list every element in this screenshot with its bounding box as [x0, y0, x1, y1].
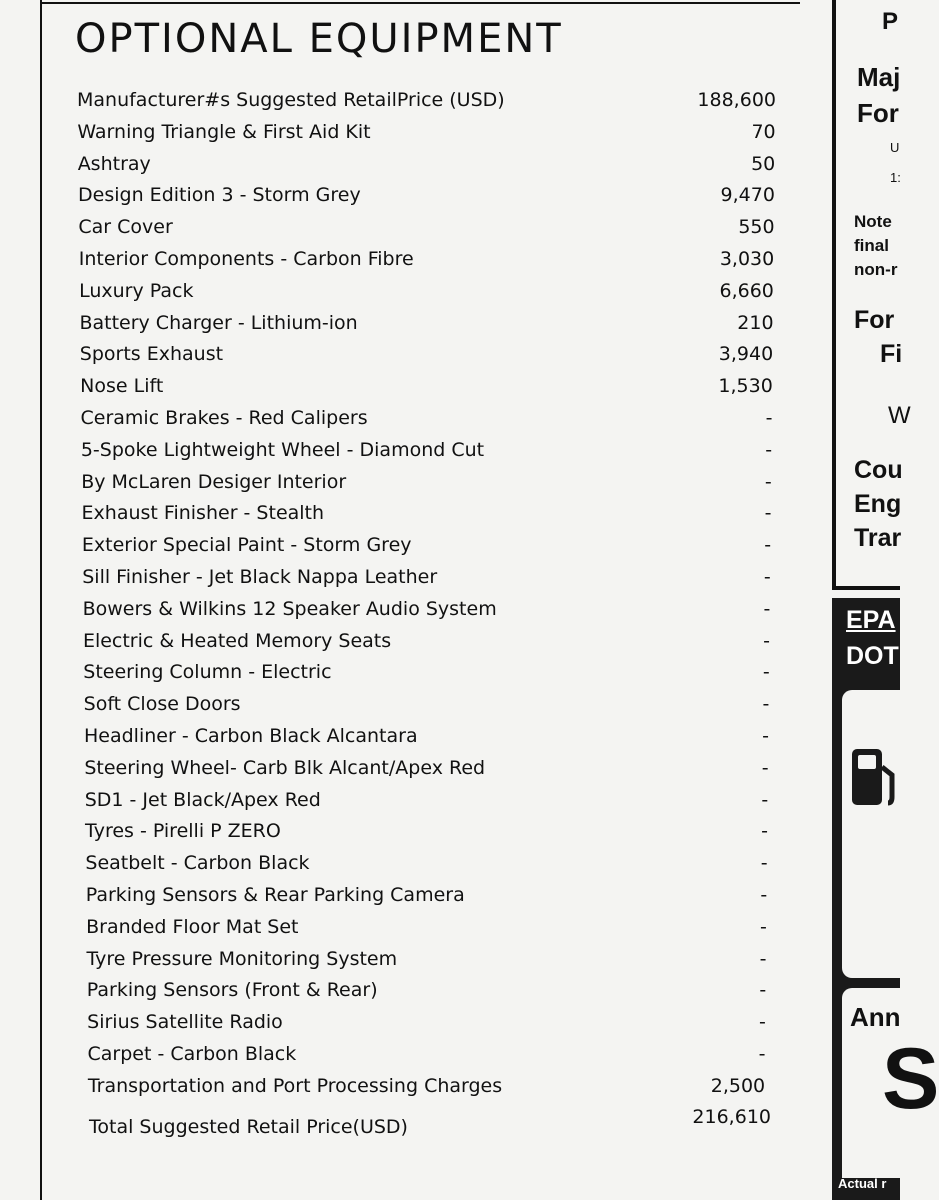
- item-label: By McLaren Desiger Interior: [81, 470, 347, 493]
- item-price: 6,660: [719, 279, 774, 302]
- item-label: Total Suggested Retail Price(USD): [89, 1116, 408, 1138]
- item-price: -: [763, 566, 771, 588]
- equipment-row: [87, 976, 766, 1004]
- item-label: Sirius Satellite Radio: [87, 1011, 283, 1034]
- total-row: [89, 1106, 771, 1141]
- panel-text-for2: For: [854, 306, 895, 334]
- equipment-row: [79, 277, 774, 305]
- equipment-row: [82, 563, 771, 591]
- panel-text-1: 1:: [890, 170, 901, 185]
- item-price: -: [759, 947, 767, 970]
- equipment-row: [84, 754, 768, 782]
- item-label: Soft Close Doors: [83, 693, 241, 716]
- item-price: -: [760, 915, 767, 938]
- item-price: -: [762, 693, 770, 716]
- equipment-row: [88, 1040, 766, 1068]
- item-label: SD1 - Jet Black/Apex Red: [84, 788, 321, 811]
- item-price: 216,610: [692, 1106, 771, 1128]
- equipment-row: [83, 658, 769, 686]
- item-label: 5-Spoke Lightweight Wheel - Diamond Cut: [80, 438, 485, 461]
- equipment-row: [83, 595, 771, 623]
- item-label: Parking Sensors & Rear Parking Camera: [85, 884, 465, 906]
- equipment-row: [77, 86, 776, 114]
- equipment-row: [83, 627, 770, 655]
- panel-border: [832, 0, 836, 590]
- panel-text-note: Note: [854, 212, 892, 231]
- item-price: 50: [751, 152, 776, 175]
- item-price: -: [760, 884, 768, 906]
- item-label: Tyres - Pirelli P ZERO: [85, 820, 281, 843]
- equipment-row: [80, 372, 773, 400]
- item-label: Interior Components - Carbon Fibre: [78, 248, 414, 270]
- item-price: 550: [738, 216, 775, 239]
- panel-text-for: For: [857, 98, 899, 128]
- item-label: Design Edition 3 - Storm Grey: [78, 184, 361, 207]
- panel-text-w: W: [888, 402, 911, 429]
- item-price: -: [758, 1011, 766, 1034]
- top-border-line: [40, 2, 800, 4]
- item-price: -: [760, 852, 768, 875]
- item-label: Exterior Special Paint - Storm Grey: [81, 534, 412, 557]
- equipment-row: [78, 150, 776, 178]
- equipment-row: [81, 404, 773, 432]
- item-price: -: [764, 534, 772, 557]
- panel-text-dot: DOT: [846, 642, 899, 670]
- item-price: -: [764, 470, 772, 493]
- item-price: -: [762, 661, 770, 684]
- equipment-row: [78, 213, 774, 241]
- equipment-row: [78, 181, 775, 209]
- item-label: Manufacturer#s Suggested RetailPrice (USD): [77, 89, 505, 111]
- equipment-row: [81, 468, 772, 496]
- item-price: -: [763, 597, 771, 620]
- panel-text-final: final: [854, 236, 889, 255]
- panel-text-actual: Actual r: [838, 1176, 887, 1191]
- left-border-line: [40, 0, 42, 1200]
- item-label: Tyre Pressure Monitoring System: [86, 947, 398, 970]
- panel-text-maj: Maj: [857, 62, 901, 92]
- item-label: Exhaust Finisher - Stealth: [81, 502, 325, 525]
- panel-text-cou: Cou: [854, 456, 903, 484]
- item-label: Battery Charger - Lithium-ion: [79, 311, 358, 334]
- equipment-row: [79, 245, 775, 273]
- item-price: -: [762, 725, 769, 747]
- item-price: 188,600: [697, 89, 776, 111]
- panel-text-fi: Fi: [880, 340, 903, 368]
- panel-text-u: U: [890, 140, 900, 155]
- panel-border-bottom: [832, 586, 900, 590]
- item-price: 70: [751, 120, 776, 143]
- equipment-row: [85, 817, 768, 845]
- item-price: -: [764, 502, 772, 525]
- item-label: Transportation and Port Processing Charges: [87, 1074, 503, 1097]
- panel-text-eng: Eng: [854, 490, 902, 518]
- item-label: Branded Floor Mat Set: [86, 915, 299, 938]
- item-price: 210: [737, 311, 774, 334]
- item-price: 9,470: [720, 184, 775, 207]
- item-label: Parking Sensors (Front & Rear): [86, 979, 378, 1002]
- item-label: Steering Wheel- Carb Blk Alcant/Apex Red: [84, 756, 486, 779]
- equipment-row: [86, 945, 766, 973]
- item-price: 1,530: [718, 375, 773, 398]
- item-price: 3,030: [719, 248, 775, 270]
- panel-text-non: non-r: [854, 260, 898, 279]
- panel-text-ann: Ann: [850, 1002, 901, 1032]
- equipment-row: [81, 436, 772, 464]
- item-label: Seatbelt - Carbon Black: [85, 852, 310, 875]
- item-label: Headliner - Carbon Black Alcantara: [84, 725, 418, 747]
- fuel-pump-icon: [850, 745, 900, 809]
- section-title: OPTIONAL EQUIPMENT: [75, 16, 563, 62]
- equipment-row: [86, 913, 767, 941]
- item-price: -: [761, 820, 768, 843]
- item-price: -: [763, 629, 771, 652]
- panel-text-epa: EPA: [846, 606, 896, 634]
- item-label: Warning Triangle & First Aid Kit: [77, 120, 371, 143]
- item-price: -: [765, 407, 773, 429]
- item-price: 2,500: [710, 1074, 766, 1097]
- item-label: Electric & Heated Memory Seats: [82, 629, 392, 652]
- equipment-row: [86, 881, 768, 909]
- item-price: -: [758, 1043, 766, 1065]
- item-label: Steering Column - Electric: [83, 661, 332, 684]
- item-label: Sports Exhaust: [79, 343, 224, 366]
- equipment-row: [85, 849, 767, 877]
- equipment-row: [82, 499, 772, 527]
- item-label: Ceramic Brakes - Red Calipers: [80, 407, 368, 429]
- equipment-row: [84, 690, 770, 718]
- item-label: Ashtray: [77, 152, 151, 175]
- item-label: Car Cover: [78, 216, 173, 239]
- panel-text-trar: Trar: [854, 524, 902, 552]
- equipment-row: [80, 340, 773, 368]
- label-side-panel: [832, 0, 939, 1200]
- panel-text-s: S: [882, 1031, 939, 1127]
- equipment-row: [87, 1008, 766, 1036]
- item-label: Sill Finisher - Jet Black Nappa Leather: [82, 566, 438, 588]
- panel-text-p: P: [882, 8, 899, 35]
- equipment-row: [85, 786, 769, 814]
- fuel-economy-box: [842, 690, 900, 978]
- item-label: Nose Lift: [80, 375, 164, 398]
- equipment-row: [88, 1072, 765, 1100]
- item-price: -: [761, 756, 769, 779]
- item-label: Luxury Pack: [79, 279, 194, 302]
- equipment-row: [77, 118, 775, 146]
- item-price: 3,940: [718, 343, 774, 366]
- item-price: -: [759, 979, 767, 1002]
- item-label: Bowers & Wilkins 12 Speaker Audio System: [82, 597, 497, 620]
- equipment-row: [84, 722, 769, 750]
- equipment-row: [79, 309, 773, 337]
- item-price: -: [765, 438, 773, 461]
- item-label: Carpet - Carbon Black: [87, 1043, 297, 1065]
- equipment-row: [82, 531, 771, 559]
- item-price: -: [761, 788, 769, 811]
